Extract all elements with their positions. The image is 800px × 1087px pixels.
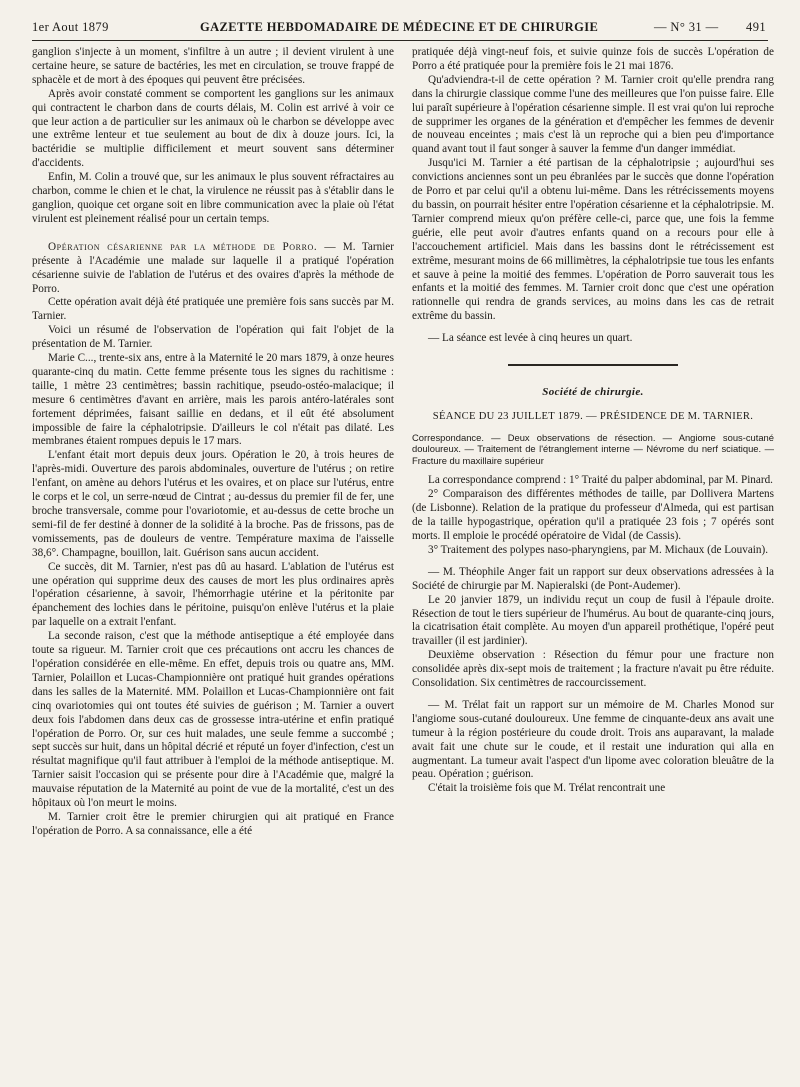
paragraph: 3° Traitement des polypes naso-pharyngiens, par M. Michaux (de Louvain). <box>428 543 769 556</box>
running-header <box>32 14 768 41</box>
section-paragraph <box>32 241 394 297</box>
paragraph: — M. Trélat fait un rapport sur un mémoire de M. Charles Monod sur l'angiome sous-cutané douloureux. Une femme de cinquante-deux ans avait une tumeur à la région postérieure du coude droit. Trois ans auparavant, la malade avait fait une chute sur le coude, et il restait une induration qui alla en augmentant. La tumeur avait l'aspect d'un lipome avec coloration bleuâtre de la peau. Opération ; guérison. <box>412 698 774 781</box>
seance-heading: SÉANCE DU 23 JUILLET 1879. — PRÉSIDENCE DE M. TARNIER. <box>432 410 754 422</box>
paragraph: Après avoir constaté comment se comportent les ganglions sur les animaux qui contractent le charbon dans de courts délais, M. Colin est arrivé à voir ce que leur action a de particulier sur les animaux où le charbon se développe avec une extrême lenteur et tue seulement au bout de dix à douze jours. Ici, la bactéridie se multiplie difficilement et meurt souvent sans déterminer d'accidents. <box>32 87 394 170</box>
paragraph: 2° Comparaison des différentes méthodes de taille, par Dollivera Martens (de Lisbonne). Relation de la pratique du professeur d'Almeda, qui est partisan de la taille hypogastrique, opération qu'il a pratiquée 23 fois ; 7 opérés sont morts. Il emploie le procédé opératoire de Vidal (de Cassis). <box>412 488 774 542</box>
section-text: M. Tarnier présente à l'Académie une malade sur laquelle il a pratiqué l'opération césarienne suivie de l'ablation de l'utérus et des ovaires d'après la méthode de Porro. <box>32 240 395 295</box>
paragraph: Deuxième observation : Résection du fémur pour une fracture non consolidée après dix-sept mois de traitement ; la fracture n'avait pu être réduite. Consolidation. Six centimètres de raccourcissement. <box>412 649 774 690</box>
paragraph: — M. Théophile Anger fait un rapport sur deux observations adressées à la Société de chirurgie par M. Napieralski (de Pont-Audemer). <box>412 565 774 592</box>
paragraph: Le 20 janvier 1879, un individu reçut un coup de fusil à l'épaule droite. Résection de tout le tiers supérieur de l'humérus. Au bout de quarante-cinq jours, la cicatrisation était complète. Au moyen d'un appareil prothétique, l'opéré peut travailler (il est jardinier). <box>412 593 774 648</box>
closing-note: — La séance est levée à cinq heures un quart. <box>428 332 633 345</box>
paragraph: Qu'adviendra-t-il de cette opération ? M. Tarnier croit qu'elle prendra rang dans la chirurgie classique comme l'une des meilleures que l'on puisse faire. Elle lui paraît supérieure à l'opération césarienne simple. Il est vrai qu'on lui reproche de supprimer les organes de la génération et d'empêcher les femmes de devenir de nouveau enceintes ; mais c'est là un reproche qui a bien peu d'importance quand avant tout il faut songer à sauver la femme d'un danger immédiat. <box>412 73 774 156</box>
paragraph: La seconde raison, c'est que la méthode antiseptique a été employée dans toute sa rigueur. M. Tarnier croit que ces précautions ont accru les chances de l'opération considérée en elle-même. En effet, depuis trois ou quatre ans, MM. Tarnier, Polaillon et Lucas-Championnière ont pratiqué huit grandes opérations dans les salles de la Maternité. MM. Polaillon et Lucas-Championnière ont fait cinq ovariotomies qui ont toutes été suivies de guérison ; M. Tarnier a ouvert deux fois l'abdomen dans deux cas de grossesse intra-utérine et enfin pratiqué l'opération de Porro. Or, sur ces huit malades, une seule femme a succombé ; sept succès sur huit, dans un hôpital décrié et réputé un foyer d'infection, c'est un résultat magnifique qu'il faut attribuer à l'emploi de la méthode antiseptique. M. Tarnier saisit l'occasion qui se présente pour dire à l'Académie que, malgré la mauvaise réputation de la Maternité au point de vue de la mortalité, c'est un des hôpitaux où l'on meurt le moins. <box>32 630 394 810</box>
header-date: 1er Aout 1879 <box>32 20 109 34</box>
section-divider <box>508 364 678 366</box>
paragraph: ganglion s'injecte à un moment, s'infiltre à un autre ; il devient virulent à une certaine heure, se sature de bactéries, les met en circulation, se trouve frappé de sphacèle et de mort à des époques qui peuvent être précisées. <box>32 46 394 86</box>
issue-number: — N° 31 — <box>654 20 719 34</box>
paragraph: pratiquée déjà vingt-neuf fois, et suivie quinze fois de succès L'opération de Porro a été pratiquée pour la première fois le 21 mai 1876. <box>412 46 774 72</box>
paragraph: L'enfant était mort depuis deux jours. Opération le 20, à trois heures de l'après-midi. Ouverture des parois abdominales, ouverture de l'utérus ; on retire l'enfant, on amène au dehors l'utérus et les ovaires, et on place sur l'utérus, entre le corps et le col, un serre-nœud de Cintrat ; au-dessus du premier fil de fer, une broche transversale, comme pour l'ovariotomie, et au-dessus de cette broche un semi-fil de fer destiné à donner de la solidité à la broche. Pas de frissons, pas de vomissements, pas de douleurs de ventre. Température maxima de l'aisselle 38,6°. Champagne, bouillon, lait. Guérison sans aucun accident. <box>32 449 394 559</box>
paragraph: Voici un résumé de l'observation de l'opération qui fait l'objet de la présentation de M. Tarnier. <box>32 324 394 351</box>
section-title: Opération césarienne par la méthode de Porro. — <box>48 240 337 253</box>
paragraph: M. Tarnier croit être le premier chirurgien qui ait pratiqué en France l'opération de Porro. A sa connaissance, elle a été <box>32 810 394 837</box>
page-number: 491 <box>746 20 766 34</box>
paragraph: Jusqu'ici M. Tarnier a été partisan de la céphalotripsie ; aujourd'hui ses convictions anciennes sont un peu ébranlées par le succès que donne l'opération de Porro et par celui qu'il a obtenu lui-même. Dans les rétrécissements moyens du bassin, on pourrait hésiter entre l'opération césarienne et la céphalotripsie. M. Tarnier comprend mieux qu'on préfère celle-ci, parce que, une fois la femme guérie, elle peut avoir d'autres enfants quand on a recours pour elle à l'accouchement artificiel. Mais dans les bassins dont le rétrécissement est extrême, mesurant moins de 66 millimètres, la céphalotripsie tue tous les enfants et sauve à peine la moitié des femmes. L'opération de Porro sauverait tous les enfants et la moitié des femmes. M. Tarnier croit donc que c'est une opération rationnelle qui rendra de grands services, au moins dans les cas de retrait extrême du bassin. <box>412 157 774 323</box>
paragraph: La correspondance comprend : 1° Traité du palper abdominal, par M. Pinard. <box>428 474 773 487</box>
paragraph: Marie C..., trente-six ans, entre à la Maternité le 20 mars 1879, à onze heures quarante-cinq du matin. Cette femme présente tous les signes du rachitisme : taille, 1 mètre 23 centimètres; bassin rachitique, pseudo-ostéo-malacique; il mesure 6 centimètres d'avant en arrière, mais les parois antéro-latérales sont fortement déprimées, faisant saillie en dedans, et il eût été absolument impossible de faire la céphalotripsie. D'ailleurs le col n'était pas dilaté. Les membranes étaient rompues depuis le 17 mars. <box>32 352 394 448</box>
left-column <box>32 46 394 839</box>
society-title: Société de chirurgie. <box>542 386 644 399</box>
right-column <box>412 46 774 796</box>
paragraph: Enfin, M. Colin a trouvé que, sur les animaux le plus souvent réfractaires au charbon, comme le chien et le chat, la virulence ne réussit pas à s'établir dans le ganglion, quoique cet organe soit en libre communication avec la plaie où l'état virulent est pleinement réalisé pour un certain temps. <box>32 171 394 225</box>
paragraph: C'était la troisième fois que M. Trélat rencontrait une <box>428 782 666 795</box>
journal-title: GAZETTE HEBDOMADAIRE DE MÉDECINE ET DE CHIRURGIE <box>200 20 599 34</box>
paragraph: Cette opération avait déjà été pratiquée une première fois sans succès par M. Tarnier. <box>32 296 394 323</box>
session-summary: Correspondance. — Deux observations de résection. — Angiome sous-cutané douloureux. — Traitement de l'étranglement interne — Névrome du nerf sciatique. — Fracture du maxillaire supérieur <box>412 431 774 466</box>
paragraph: Ce succès, dit M. Tarnier, n'est pas dû au hasard. L'ablation de l'utérus est une opération qui supprime deux des causes de mort les plus ordinaires après l'opération césarienne, à savoir, l'hémorrhagie utérine et la péritonite par épanchement des lochies dans le péritoine, puisqu'on enlève l'utérus et la plaie par laquelle on a extrait l'enfant. <box>32 560 394 629</box>
